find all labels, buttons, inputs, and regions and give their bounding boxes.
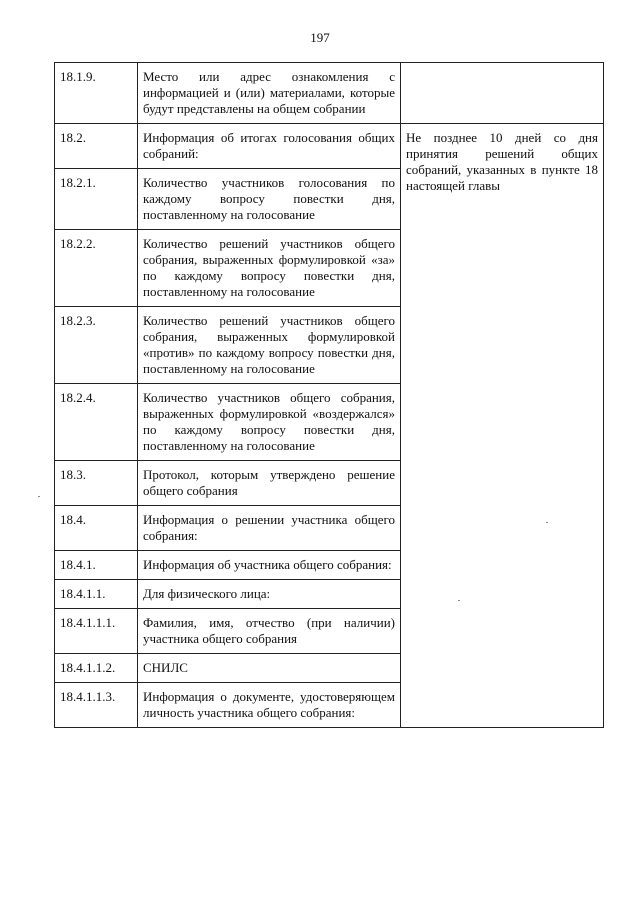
- deadline-cell-empty: [401, 63, 604, 124]
- table-row: [55, 63, 604, 124]
- row-number: 18.2.2.: [55, 230, 138, 307]
- row-number: 18.2.1.: [55, 169, 138, 230]
- scan-speck: [458, 600, 460, 601]
- row-number: 18.4.1.1.2.: [55, 654, 138, 683]
- row-description: Протокол, которым утверждено решение общего собрания: [138, 461, 401, 506]
- row-description: Информация о решении участника общего собрания:: [138, 506, 401, 551]
- row-description: Количество решений участников общего собрания, выраженных формулировкой «против» по каждому вопросу повестки дня, поставленному на голосование: [138, 307, 401, 384]
- row-number: 18.2.4.: [55, 384, 138, 461]
- table-row: [55, 124, 604, 169]
- row-description: Информация об итогах голосования общих собраний:: [138, 124, 401, 169]
- row-description: Для физического лица:: [138, 580, 401, 609]
- row-number: 18.4.1.1.3.: [55, 683, 138, 728]
- row-number: 18.2.: [55, 124, 138, 169]
- row-number: 18.4.: [55, 506, 138, 551]
- row-description: Информация о документе, удостоверяющем личность участника общего собрания:: [138, 683, 401, 728]
- row-description: СНИЛС: [138, 654, 401, 683]
- row-number: 18.3.: [55, 461, 138, 506]
- scan-speck: [38, 496, 40, 497]
- row-number: 18.4.1.1.1.: [55, 609, 138, 654]
- row-number: 18.4.1.: [55, 551, 138, 580]
- row-description: Фамилия, имя, отчество (при наличии) участника общего собрания: [138, 609, 401, 654]
- row-description: Количество участников голосования по каждому вопросу повестки дня, поставленному на голосование: [138, 169, 401, 230]
- row-description: Информация об участника общего собрания:: [138, 551, 401, 580]
- scan-speck: [546, 522, 548, 523]
- deadline-cell: Не позднее 10 дней со дня принятия решений общих собраний, указанных в пункте 18 настоящей главы: [401, 124, 604, 728]
- page-number: 197: [310, 30, 330, 45]
- row-description: Количество участников общего собрания, выраженных формулировкой «воздержался» по каждому вопросу повестки дня, поставленному на голосование: [138, 384, 401, 461]
- document-table: [54, 62, 604, 728]
- row-description: Количество решений участников общего собрания, выраженных формулировкой «за» по каждому вопросу повестки дня, поставленному на голосование: [138, 230, 401, 307]
- row-number: 18.1.9.: [55, 63, 138, 124]
- row-description: Место или адрес ознакомления с информацией и (или) материалами, которые будут представлены на общем собрании: [138, 63, 401, 124]
- row-number: 18.2.3.: [55, 307, 138, 384]
- row-number: 18.4.1.1.: [55, 580, 138, 609]
